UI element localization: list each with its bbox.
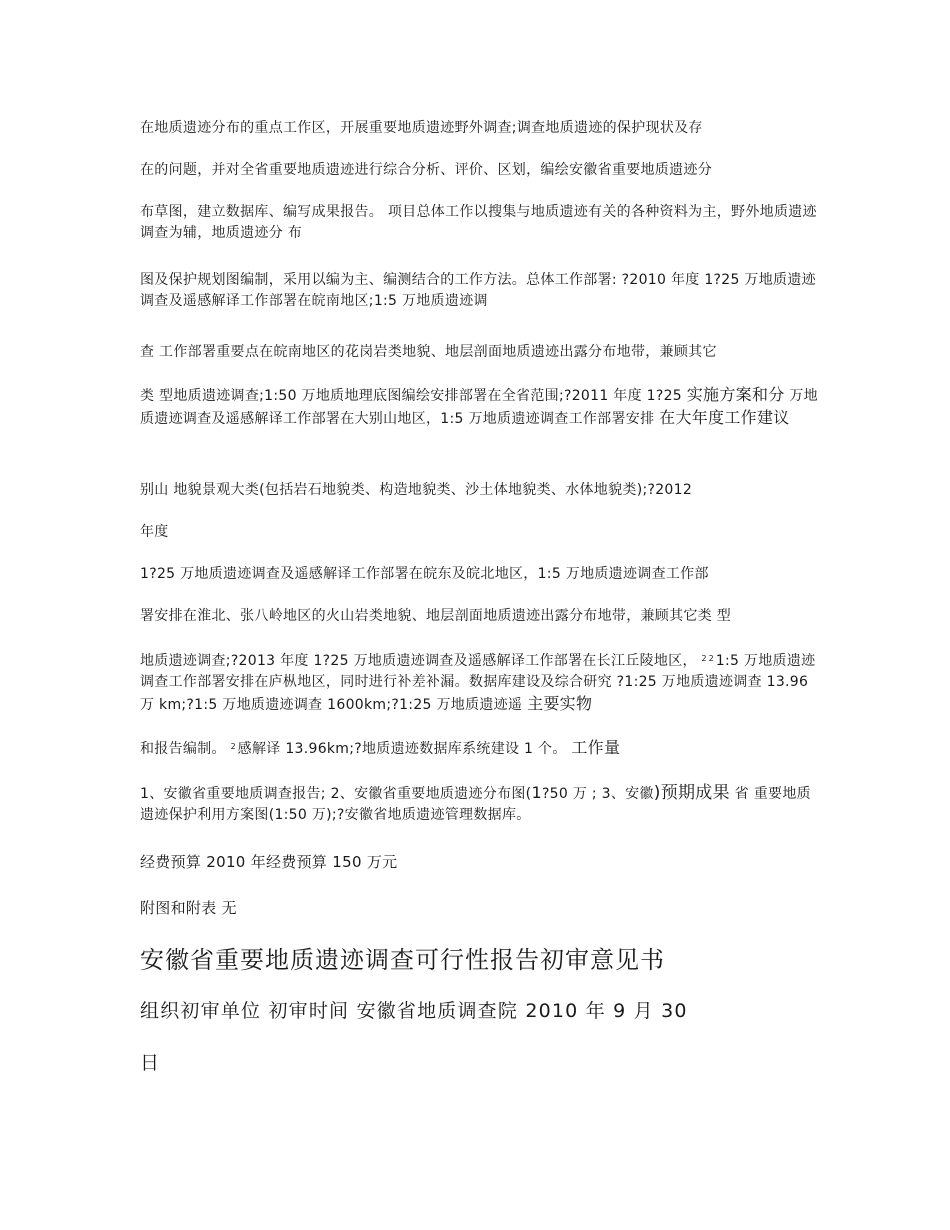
text-run: 万地 质遗迹调查及遥感解译工作部署在大别山地区，1:5 万地质遗迹调查工作部署安排	[140, 388, 818, 427]
review-info: 组织初审单位 初审时间 安徽省地质调查院 2010 年 9 月 30	[140, 1000, 688, 1022]
text-run: 感解译 13.96km;?地质遗迹数据库系统建设 1 个。	[237, 741, 567, 757]
document-title: 安徽省重要地质遗迹调查可行性报告初审意见书	[140, 946, 665, 974]
paragraph-line: 1?25 万地质遗迹调查及遥感解译工作部署在皖东及皖北地区，1:5 万地质遗迹调查工作部	[140, 566, 709, 582]
text-run: 和报告编制。	[140, 741, 226, 757]
text-run: 1、安徽省重要地质调查报告; 2、安徽省重要地质遗迹分布图(	[140, 786, 532, 802]
text-run: ?50 万 ; 3、安徽	[541, 786, 654, 802]
section-heading-inline: )预期成果	[653, 783, 730, 803]
paragraph-line: 年度	[140, 524, 169, 540]
section-heading-inline: 实施方案和分	[686, 385, 785, 404]
paragraph-line: 别山 地貌景观大类(包括岩石地貌类、构造地貌类、沙土体地貌类、水体地貌类);?2012	[140, 482, 693, 498]
attachments-line: 附图和附表 无	[140, 899, 237, 917]
review-info-cont: 日	[140, 1052, 161, 1074]
paragraph-line: 在地质遗迹分布的重点工作区，开展重要地质遗迹野外调查;调查地质遗迹的保护现状及存	[140, 120, 703, 136]
text-run: 1	[531, 783, 542, 802]
paragraph-line: 查 工作部署重要点在皖南地区的花岗岩类地貌、地层剖面地质遗迹出露分布地带，兼顾其它	[140, 344, 717, 360]
budget-line: 经费预算 2010 年经费预算 150 万元	[140, 853, 398, 871]
superscript: 2	[230, 742, 238, 751]
section-heading-inline: 在大年度工作建议	[659, 408, 790, 427]
superscript: 22	[701, 654, 716, 663]
paragraph-line	[140, 648, 820, 716]
paragraph-line: 图及保护规划图编制，采用以编为主、编测结合的工作方法。总体工作部署: ?2010 年度 1?25 万地质遗迹调查及遥感解译工作部署在皖南地区;1:5 万地质遗迹调	[140, 272, 816, 309]
paragraph-line	[140, 384, 820, 430]
paragraph-line: 在的问题，并对全省重要地质遗迹进行综合分析、评价、区划，编绘安徽省重要地质遗迹分	[140, 162, 712, 178]
text-run: 类 型地质遗迹调查;1:50 万地质地理底图编绘安排部署在全省范围;?2011 年度 1?25	[140, 388, 682, 404]
section-heading-inline: 主要实物	[527, 694, 593, 713]
text-run: 省 重要地质遗迹保护利用方案图(1:50 万);?安徽省地质遗迹管理数据库。	[140, 786, 811, 823]
text-run: 1:5 万地质遗迹调查工作部署安排在庐枞地区，同时进行补差补漏。数据库建设及综合研究 ?1:25 万地质遗迹调查 13.96 万 km;?1:5 万地质遗迹调查 1600km;?1:25 万地质遗迹遥	[140, 653, 816, 713]
text-run: 地质遗迹调查;?2013 年度 1?25 万地质遗迹调查及遥感解译工作部署在长江丘陵地区，	[140, 653, 697, 669]
paragraph-line: 布草图，建立数据库、编写成果报告。 项目总体工作以搜集与地质遗迹有关的各种资料为主，野外地质遗迹调查为辅，地质遗迹分 布	[140, 204, 817, 241]
section-heading-inline: 工作量	[571, 738, 621, 757]
paragraph-line: 署安排在淮北、张八岭地区的火山岩类地貌、地层剖面地质遗迹出露分布地带，兼顾其它类 型	[140, 608, 732, 624]
paragraph-line	[140, 737, 820, 759]
paragraph-line	[140, 782, 820, 826]
